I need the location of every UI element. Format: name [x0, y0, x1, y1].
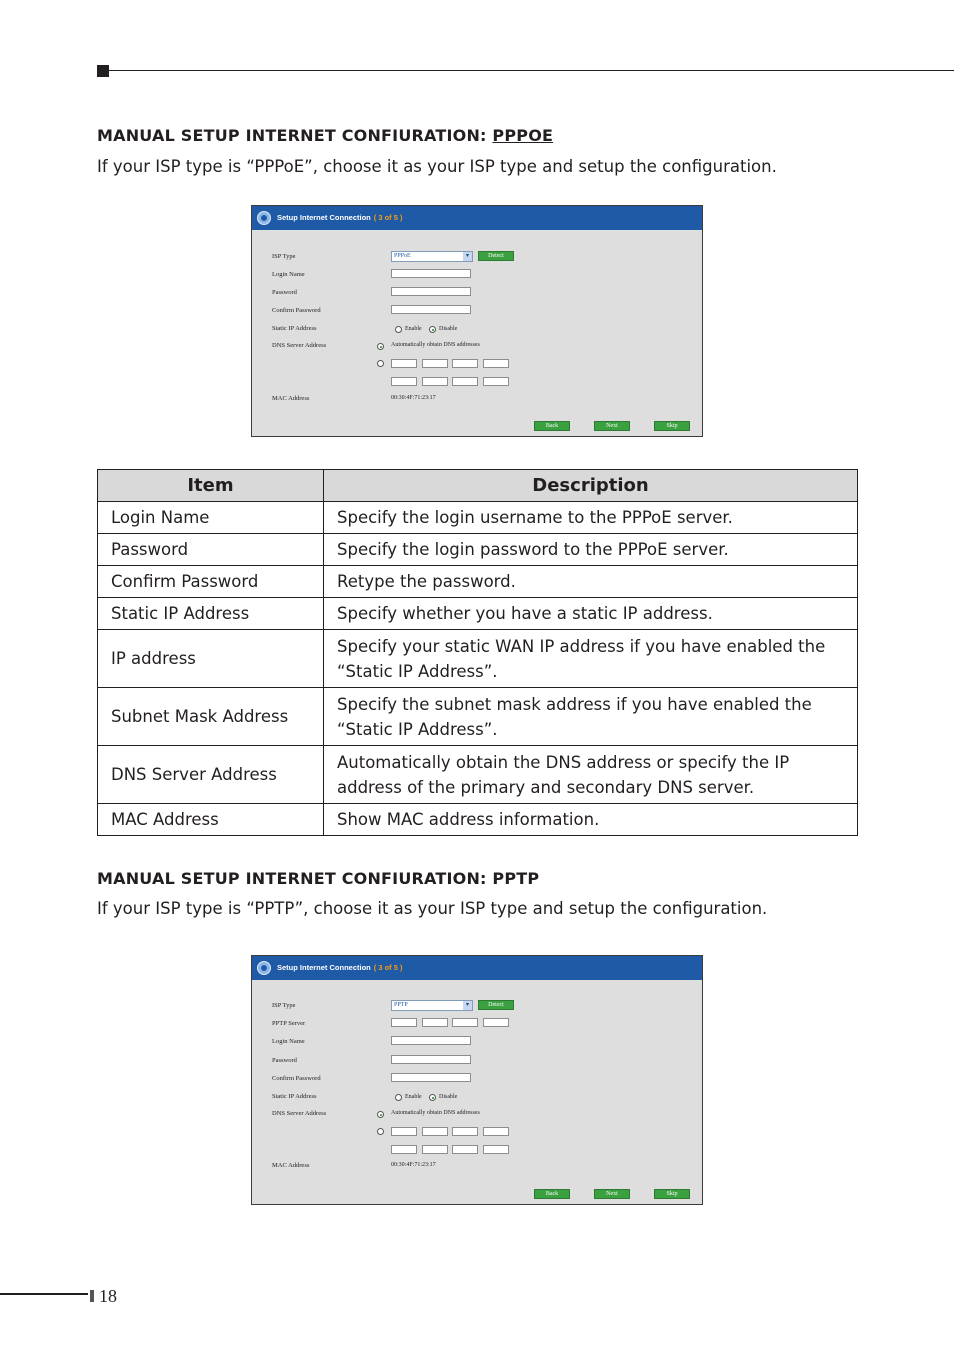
pppoe-heading-link[interactable]: PPPOE [492, 126, 554, 145]
table-row [98, 630, 858, 688]
pptp-server-octet-1[interactable] [391, 1018, 417, 1027]
back-button[interactable]: Back [534, 421, 570, 431]
screen-title: Setup Internet Connection [277, 963, 371, 972]
password-input[interactable] [391, 287, 471, 296]
title-bar [252, 206, 702, 230]
row-item: DNS Server Address [98, 746, 324, 804]
dns2-octet-3[interactable] [452, 377, 478, 386]
pptp-server-label: PPTP Server [272, 1020, 306, 1027]
dns1-octet-4[interactable] [483, 359, 509, 368]
row-item: IP address [98, 630, 324, 688]
row-item: Login Name [98, 502, 324, 534]
screen-title: Setup Internet Connection [277, 213, 371, 222]
isp-type-select[interactable] [391, 251, 473, 262]
detect-button[interactable]: Detect [478, 251, 514, 261]
confirm-password-input[interactable] [391, 1073, 471, 1082]
dns2-octet-2[interactable] [422, 377, 448, 386]
skip-button[interactable]: Skip [654, 1189, 690, 1199]
password-label: Password [272, 1057, 297, 1064]
page-number: 18 [99, 1286, 117, 1306]
pppoe-heading-prefix: MANUAL SETUP INTERNET CONFIURATION: [97, 126, 493, 145]
row-description: Specify the subnet mask address if you have enabled the “Static IP Address”. [324, 688, 858, 746]
row-description: Specify whether you have a static IP address. [324, 598, 858, 630]
table-header-row [98, 470, 858, 502]
dns1-octet-1[interactable] [391, 1127, 417, 1136]
login-name-input[interactable] [391, 269, 471, 278]
confirm-password-label: Confirm Password [272, 1075, 321, 1082]
dns2-octet-4[interactable] [483, 1145, 509, 1154]
table-row [98, 566, 858, 598]
screen-step: ( 3 of 5 ) [373, 213, 403, 222]
pptp-intro: If your ISP type is “PPTP”, choose it as your ISP type and setup the configuration. [97, 899, 768, 918]
row-description: Retype the password. [324, 566, 858, 598]
chevron-down-icon[interactable]: ▾ [463, 252, 472, 261]
table-row [98, 598, 858, 630]
table-row [98, 688, 858, 746]
row-description: Specify your static WAN IP address if you have enabled the “Static IP Address”. [324, 630, 858, 688]
password-label: Password [272, 289, 297, 296]
isp-type-label: ISP Type [272, 1002, 296, 1009]
login-name-label: Login Name [272, 1038, 305, 1045]
enable-label: Enable [405, 326, 422, 332]
row-item: Confirm Password [98, 566, 324, 598]
dns-auto-label: Automatically obtain DNS addresses [391, 342, 480, 348]
static-ip-label: Static IP Address [272, 325, 317, 332]
footer-rule [0, 1293, 88, 1295]
title-bar [252, 956, 702, 980]
static-ip-enable-radio[interactable] [395, 1094, 402, 1101]
header-rule [109, 70, 954, 71]
disable-label: Disable [439, 326, 458, 332]
row-item: Password [98, 534, 324, 566]
dns2-octet-3[interactable] [452, 1145, 478, 1154]
static-ip-enable-radio[interactable] [395, 326, 402, 333]
pppoe-intro: If your ISP type is “PPPoE”, choose it as your ISP type and setup the configuration. [97, 157, 777, 176]
enable-label: Enable [405, 1094, 422, 1100]
mac-label: MAC Address [272, 1162, 310, 1169]
dns-auto-radio[interactable] [377, 1111, 384, 1118]
dns2-octet-1[interactable] [391, 377, 417, 386]
static-ip-disable-radio[interactable] [429, 1094, 436, 1101]
header-item: Item [98, 470, 324, 502]
dns-label: DNS Server Address [272, 1110, 327, 1117]
table-row [98, 804, 858, 836]
row-description: Automatically obtain the DNS address or specify the IP address of the primary and secondary DNS server. [324, 746, 858, 804]
login-name-label: Login Name [272, 271, 305, 278]
dns1-octet-4[interactable] [483, 1127, 509, 1136]
login-name-input[interactable] [391, 1036, 471, 1045]
table-row [98, 534, 858, 566]
dns1-octet-1[interactable] [391, 359, 417, 368]
row-item: Static IP Address [98, 598, 324, 630]
static-ip-label: Static IP Address [272, 1093, 317, 1100]
row-description: Specify the login password to the PPPoE server. [324, 534, 858, 566]
dns2-octet-4[interactable] [483, 377, 509, 386]
pptp-screenshot [251, 955, 703, 1205]
mac-value: 00:30:4F:71:23:17 [391, 1162, 436, 1168]
confirm-password-label: Confirm Password [272, 307, 321, 314]
dns-manual-radio[interactable] [377, 360, 384, 367]
footer-marker [90, 1290, 94, 1302]
password-input[interactable] [391, 1055, 471, 1064]
dns1-octet-2[interactable] [422, 359, 448, 368]
mac-value: 00:30:4F:71:23:17 [391, 395, 436, 401]
screen-step: ( 3 of 5 ) [373, 963, 403, 972]
isp-type-label: ISP Type [272, 253, 296, 260]
row-description: Show MAC address information. [324, 804, 858, 836]
header-square [97, 65, 109, 77]
next-button[interactable]: Next [594, 421, 630, 431]
dns1-octet-3[interactable] [452, 1127, 478, 1136]
confirm-password-input[interactable] [391, 305, 471, 314]
table-row [98, 746, 858, 804]
table-row [98, 502, 858, 534]
pppoe-heading [97, 126, 553, 145]
dns1-octet-2[interactable] [422, 1127, 448, 1136]
isp-type-value: PPPoE [394, 253, 411, 259]
pptp-server-octet-2[interactable] [422, 1018, 448, 1027]
row-description: Specify the login username to the PPPoE server. [324, 502, 858, 534]
description-table [97, 469, 858, 836]
isp-type-value: PPTP [394, 1002, 408, 1008]
chevron-down-icon[interactable]: ▾ [463, 1001, 472, 1010]
dns-auto-radio[interactable] [377, 343, 384, 350]
dns2-octet-2[interactable] [422, 1145, 448, 1154]
dns-auto-label: Automatically obtain DNS addresses [391, 1110, 480, 1116]
row-item: MAC Address [98, 804, 324, 836]
header-description: Description [324, 470, 858, 502]
mac-label: MAC Address [272, 395, 310, 402]
detect-button[interactable]: Detect [478, 1000, 514, 1010]
row-item: Subnet Mask Address [98, 688, 324, 746]
globe-icon [257, 211, 271, 225]
next-button[interactable]: Next [594, 1189, 630, 1199]
back-button[interactable]: Back [534, 1189, 570, 1199]
globe-icon [257, 961, 271, 975]
pppoe-screenshot [251, 205, 703, 437]
dns-manual-radio[interactable] [377, 1128, 384, 1135]
dns-label: DNS Server Address [272, 342, 327, 349]
pptp-server-octet-3[interactable] [452, 1018, 478, 1027]
disable-label: Disable [439, 1094, 458, 1100]
dns2-octet-1[interactable] [391, 1145, 417, 1154]
pptp-heading: MANUAL SETUP INTERNET CONFIURATION: PPTP [97, 869, 540, 888]
skip-button[interactable]: Skip [654, 421, 690, 431]
isp-type-select[interactable] [391, 1000, 473, 1011]
dns1-octet-3[interactable] [452, 359, 478, 368]
pptp-server-octet-4[interactable] [483, 1018, 509, 1027]
static-ip-disable-radio[interactable] [429, 326, 436, 333]
